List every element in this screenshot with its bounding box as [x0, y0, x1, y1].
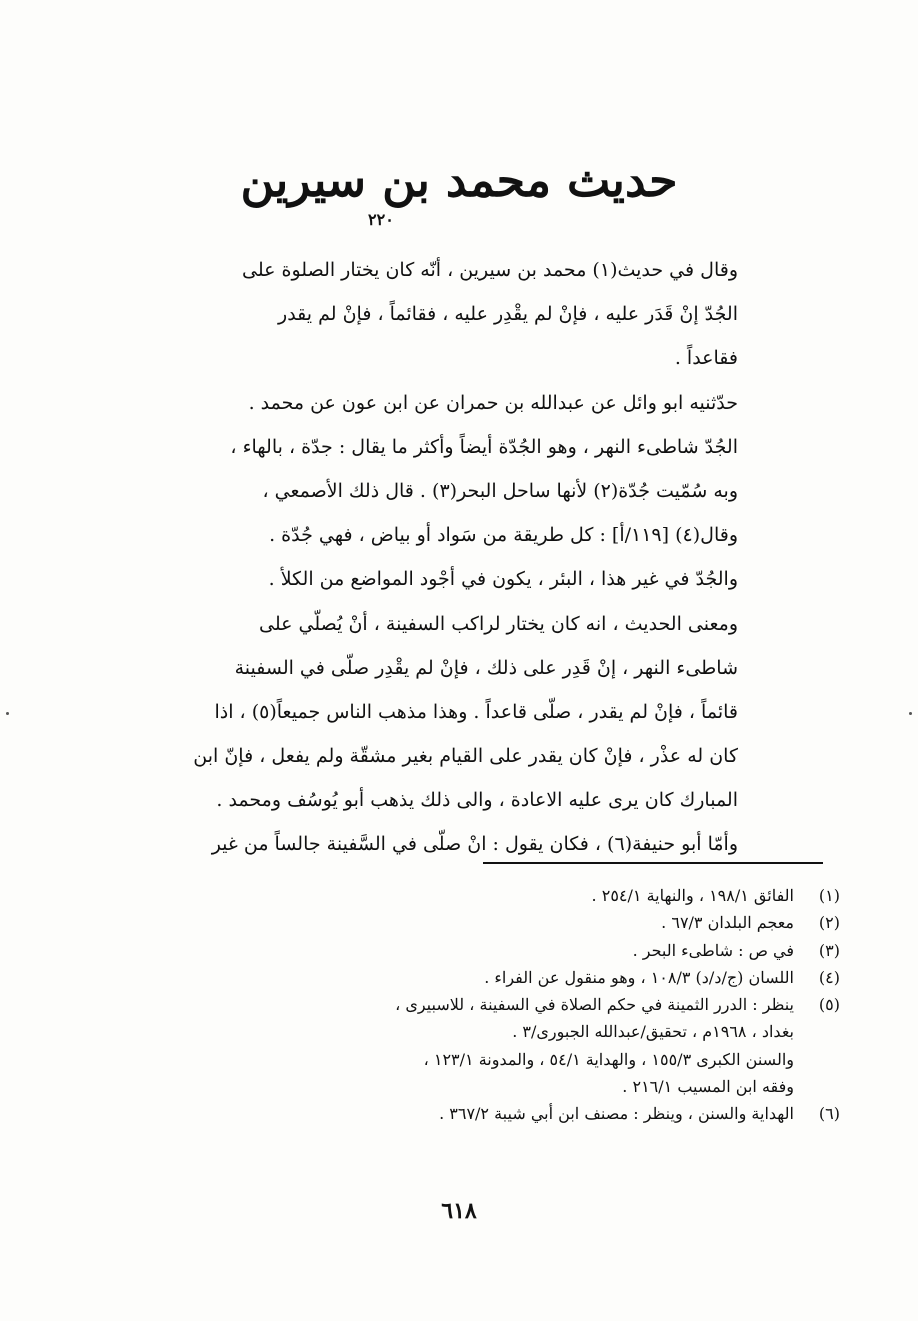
- footnote-number: (١): [818, 886, 840, 905]
- footnote-5: [240, 991, 840, 1100]
- footnote-text: ينظر : الدرر الثمينة في حكم الصلاة في السفينة ، للاسبيرى ،: [395, 995, 794, 1015]
- text-line: وقال(٤) [١١٩/أ] : كل طريقة من سَواد أو بياض ، فهي جُدّة .: [269, 524, 738, 547]
- footnote-3: [240, 937, 840, 964]
- footnote-6: [240, 1100, 840, 1127]
- footnote-text: بغداد ، ١٩٦٨م ، تحقيق/عبدالله الجبورى/٣ .: [512, 1022, 794, 1042]
- footnote-number: (٢): [818, 913, 840, 933]
- footnote-1: [240, 882, 840, 909]
- footnote-4: [240, 964, 840, 991]
- text-line: الجُدّ إنْ قَدَر عليه ، فإنْ لم يقْدِر عليه ، فقائماً ، فإنْ لم يقدر: [278, 303, 738, 326]
- footnote-number: (٥): [818, 995, 840, 1015]
- footnote-text: وفقه ابن المسيب ٢١٦/١ .: [622, 1077, 794, 1097]
- scan-speck: [909, 712, 912, 715]
- scan-speck: [6, 712, 9, 715]
- text-line: والجُدّ في غير هذا ، البئر ، يكون في أجْود المواضع من الكلأ .: [268, 568, 738, 591]
- footnotes: [240, 882, 840, 1128]
- text-line: وبه سُمّيت جُدّة(٢) لأنها ساحل البحر(٣) . قال ذلك الأصمعي ،: [262, 479, 738, 502]
- text-line: وقال في حديث(١) محمد بن سيرين ، أنّه كان يختار الصلوة على: [242, 259, 738, 281]
- chapter-number: ٢٢٠: [368, 210, 394, 229]
- footnote-text: الفائق ١٩٨/١ ، والنهاية ٢٥٤/١ .: [591, 886, 794, 905]
- footnote-text: الهداية والسنن ، وينظر : مصنف ابن أبي شيبة ٣٦٧/٢ .: [439, 1104, 794, 1124]
- paragraph-2: [178, 381, 738, 602]
- footnote-text: معجم البلدان ٦٧/٣ .: [661, 913, 794, 933]
- paragraph-1: [178, 248, 738, 381]
- footnote-text: اللسان (ج/د/د) ١٠٨/٣ ، وهو منقول عن الفراء .: [484, 967, 794, 987]
- footnote-text: والسنن الكبرى ١٥٥/٣ ، والهداية ٥٤/١ ، والمدونة ١٢٣/١ ،: [423, 1049, 794, 1069]
- footnote-text: في ص : شاطىء البحر .: [632, 940, 794, 960]
- footnote-number: (٦): [818, 1104, 840, 1124]
- footnote-separator: [483, 862, 823, 864]
- text-line: المبارك كان يرى عليه الاعادة ، والى ذلك يذهب أبو يُوسُف ومحمد .: [216, 789, 738, 812]
- text-line: شاطىء النهر ، إنْ قَدِر على ذلك ، فإنْ لم يقْدِر صلّى في السفينة: [234, 656, 738, 679]
- text-line: كان له عذْر ، فإنْ كان يقدر على القيام بغير مشقّة ولم يفعل ، فإنّ ابن: [193, 745, 738, 768]
- footnote-2: [240, 909, 840, 936]
- text-line: ومعنى الحديث ، انه كان يختار لراكب السفينة ، أنْ يُصلّي على: [259, 612, 738, 635]
- chapter-title: حديث محمد بن سيرين: [240, 153, 678, 207]
- text-line: حدّثنيه ابو وائل عن عبدالله بن حمران عن ابن عون عن محمد .: [248, 391, 738, 414]
- text-line: فقاعداً .: [674, 347, 738, 370]
- footnote-number: (٣): [818, 940, 840, 960]
- footnote-number: (٤): [818, 967, 840, 987]
- chapter-heading: [0, 140, 918, 235]
- page-number: ٦١٨: [441, 1198, 477, 1224]
- main-text: [178, 248, 738, 867]
- paragraph-3: [178, 602, 738, 867]
- text-line: الجُدّ شاطىء النهر ، وهو الجُدّة أيضاً وأكثر ما يقال : جدّة ، بالهاء ،: [230, 435, 738, 458]
- text-line: قائماً ، فإنْ لم يقدر ، صلّى قاعداً . وهذا مذهب الناس جميعاً(٥) ، اذا: [214, 700, 738, 723]
- text-line: وأمّا أبو حنيفة(٦) ، فكان يقول : انْ صلّى في السَّفينة جالساً من غير: [211, 833, 738, 856]
